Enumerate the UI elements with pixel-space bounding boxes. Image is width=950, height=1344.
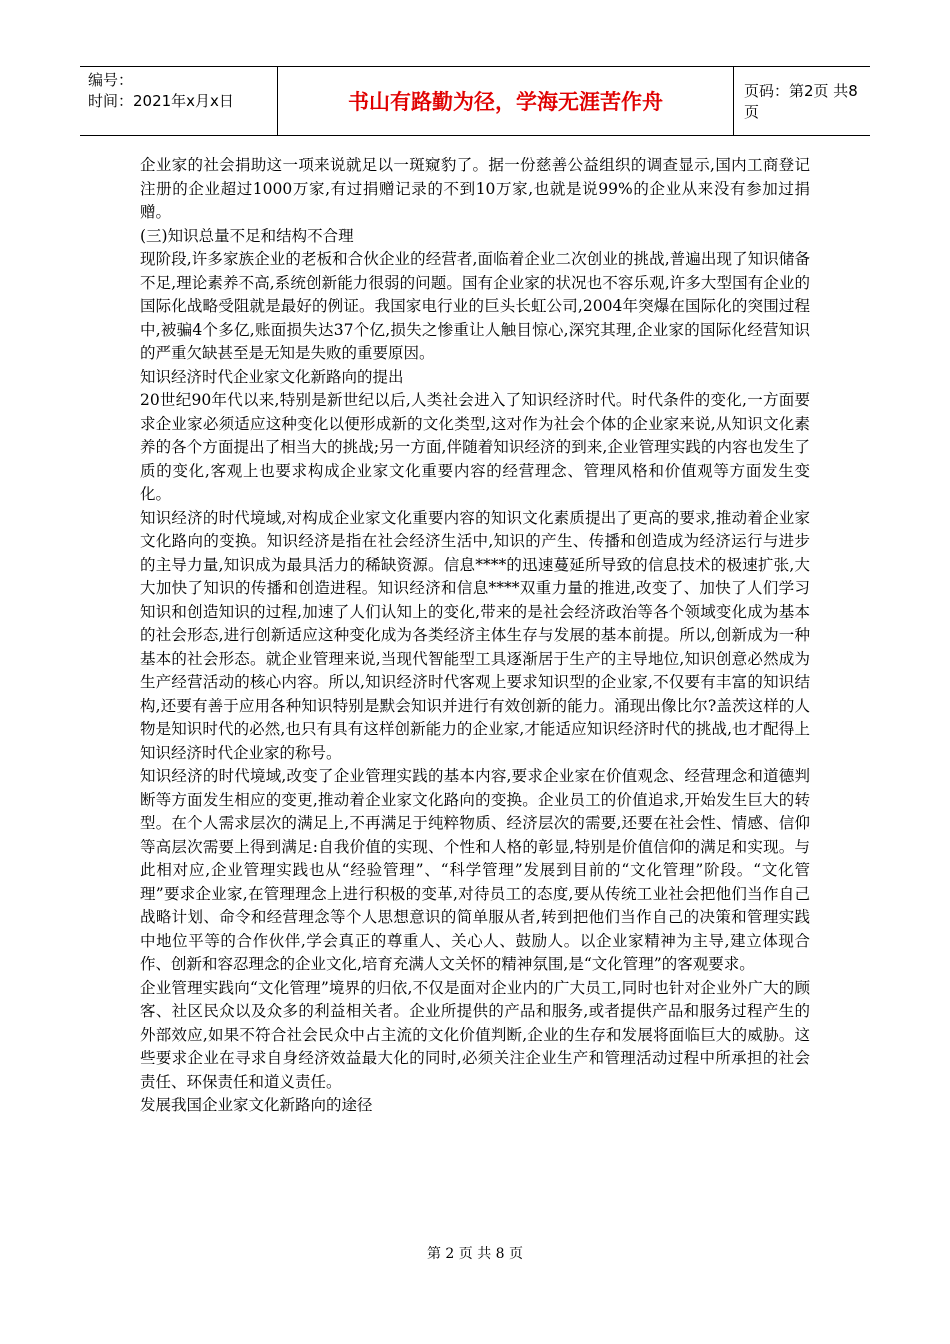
section-heading: 发展我国企业家文化新路向的途径 [140,1096,373,1114]
body-paragraph: 知识经济的时代境域,改变了企业管理实践的基本内容,要求企业家在价值观念、经营理念和道德判断等方面发生相应的变更,推动着企业家文化路向的变换。企业员工的价值追求,开始发生巨大的转型。在个人需求层次的满足上,不再满足于纯粹物质、经济层次的需要,还要在社会性、情感、信仰等高层次需要上得到满足:自我价值的实现、个性和人格的彰显,特别是价值信仰的满足和实现。与此相对应,企业管理实践也从“经验管理”、“科学管理”发展到目前的“文化管理”阶段。“文化管理”要求企业家,在管理理念上进行积极的变革,对待员工的态度,要从传统工业社会把他们当作自己战略计划、命令和经营理念等个人思想意识的简单服从者,转到把他们当作自己的决策和管理实践中地位平等的合作伙伴,学会真正的尊重人、关心人、鼓励人。以企业家精神为主导,建立体现合作、创新和容忍理念的企业文化,培育充满人文关怀的精神氛围,是“文化管理”的客观要求。 [140,767,810,973]
document-date: 时间：2021年x月x日 [88,92,234,110]
document-body [140,154,810,1118]
body-paragraph: 现阶段,许多家族企业的老板和合伙企业的经营者,面临着企业二次创业的挑战,普遍出现了知识储备不足,理论素养不高,系统创新能力很弱的问题。国有企业家的状况也不容乐观,许多大型国有企业的国际化战略受阻就是最好的例证。我国家电行业的巨头长虹公司,2004年突爆在国际化的突围过程中,被骗4个多亿,账面损失达37个亿,损失之惨重让人触目惊心,深究其理,企业家的国际化经营知识的严重欠缺甚至是无知是失败的重要原因。 [140,250,810,362]
body-paragraph: 企业管理实践向“文化管理”境界的归依,不仅是面对企业内的广大员工,同时也针对企业外广大的顾客、社区民众以及众多的利益相关者。企业所提供的产品和服务,或者提供产品和服务过程产生的外部效应,如果不符合社会民众中占主流的文化价值判断,企业的生存和发展将面临巨大的威胁。这些要求企业在寻求自身经济效益最大化的同时,必须关注企业生产和管理活动过程中所承担的社会责任、环保责任和道义责任。 [140,978,810,1091]
page-footer: 第 2 页 共 8 页 [426,1246,524,1262]
body-paragraph: 企业家的社会捐助这一项来说就足以一斑窥豹了。据一份慈善公益组织的调查显示,国内工商登记注册的企业超过1000万家,有过捐赠记录的不到10万家,也就是说99%的企业从来没有参加过捐赠。 [140,156,810,221]
body-paragraph: 20世纪90年代以来,特别是新世纪以后,人类社会进入了知识经济时代。时代条件的变化,一方面要求企业家必须适应这种变化以便形成新的文化类型,这对作为社会个体的企业家来说,从知识文化素养的各个方面提出了相当大的挑战;另一方面,伴随着知识经济的到来,企业管理实践的内容也发生了质的变化,客观上也要求构成企业家文化重要内容的经营理念、管理风格和价值观等方面发生变化。 [140,391,810,503]
header-page-number: 页码：第2页 共8页 [744,82,858,121]
page-header [80,66,870,136]
header-meta [80,67,278,135]
section-heading: (三)知识总量不足和结构不合理 [140,226,354,245]
header-motto: 书山有路勤为径，学海无涯苦作舟 [278,67,734,135]
body-paragraph: 知识经济的时代境域,对构成企业家文化重要内容的知识文化素质提出了更高的要求,推动着企业家文化路向的变换。知识经济是指在社会经济生活中,知识的产生、传播和创造成为经济运行与进步的主导力量,知识成为最具活力的稀缺资源。信息****的迅速蔓延所导致的信息技术的极速扩张,大大加快了知识的传播和创造进程。知识经济和信息****双重力量的推进,改变了、加快了人们学习知识和创造知识的过程,加速了人们认知上的变化,带来的是社会经济政治等各个领域变化成为基本的社会形态,进行创新适应这种变化成为各类经济主体生存与发展的基本前提。所以,创新成为一种基本的社会形态。就企业管理来说,当现代智能型工具逐渐居于生产的主导地位,知识创意必然成为生产经营活动的核心内容。所以,知识经济时代客观上要求知识型的企业家,不仅要有丰富的知识结构,还要有善于应用各种知识特别是默会知识并进行有效创新的能力。涌现出像比尔?盖茨这样的人物是知识时代的必然,也只有具有这样创新能力的企业家,才能适应知识经济时代的挑战,也才配得上知识经济时代企业家的称号。 [140,508,810,762]
section-heading: 知识经济时代企业家文化新路向的提出 [140,367,404,386]
document-number-label: 编号： [88,71,134,89]
